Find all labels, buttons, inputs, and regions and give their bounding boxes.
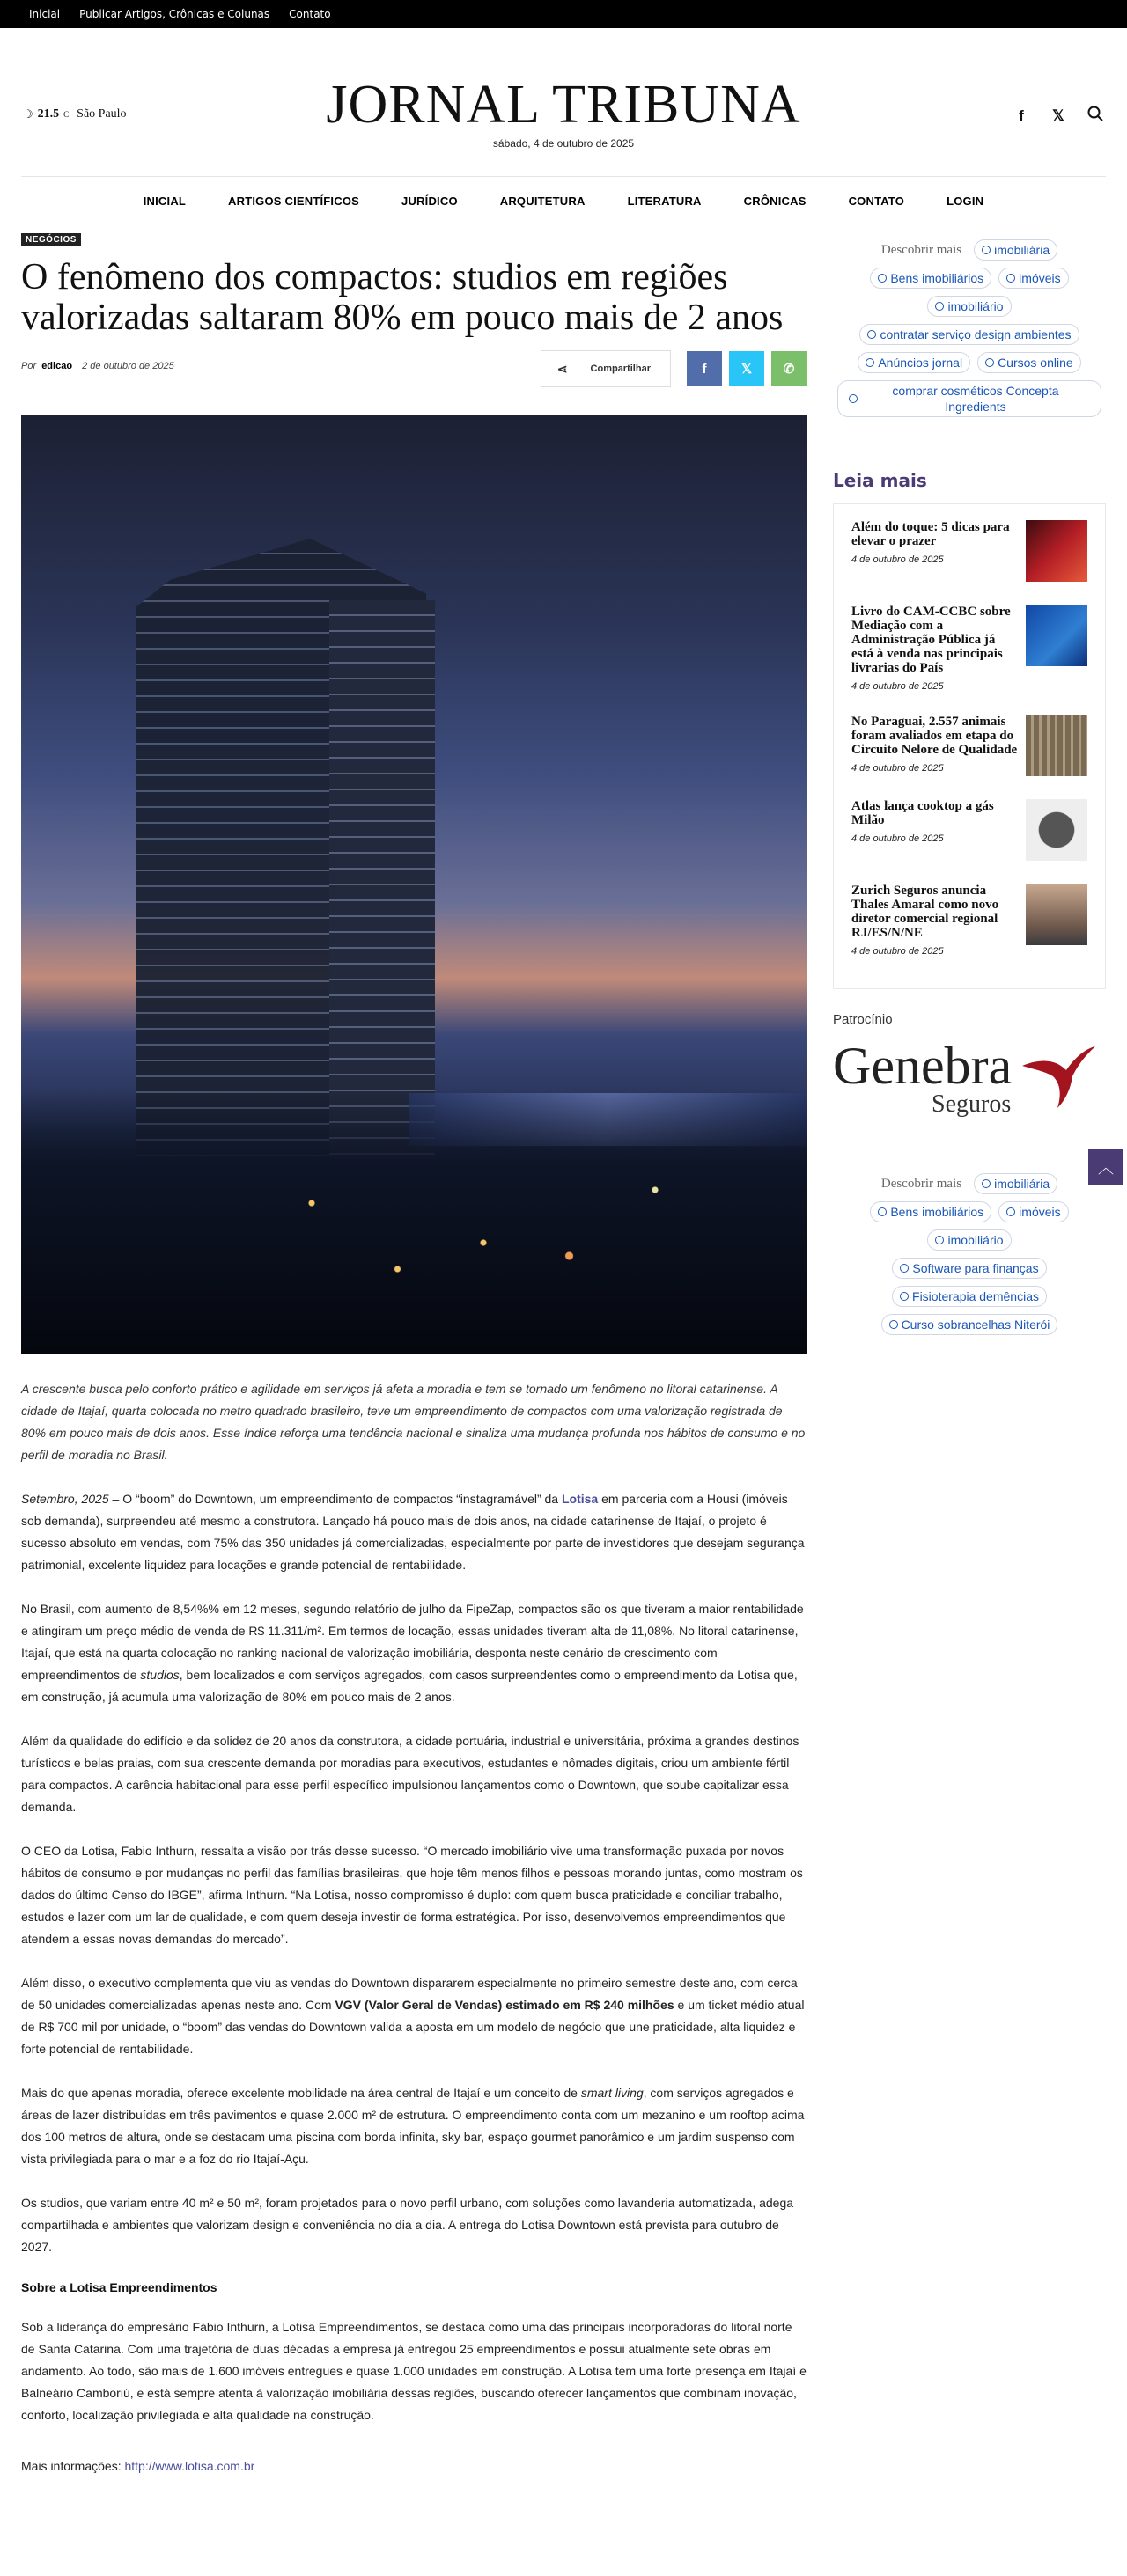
paragraph-3: Além da qualidade do edifício e da solidez de 20 anos da construtora, a cidade portuária, industrial e universitária, próxima a grandes destinos turísticos e belas praias, com sua crescente demanda por moradias para executivos, estudantes e nômades digitais, criou um ambiente fértil para compactos. A carência habitacional para esse perfil específico impulsionou lançamentos como o Downtown, que soube capitalizar essa demanda. bbox=[21, 1734, 799, 1814]
section-subhead: Sobre a Lotisa Empreendimentos bbox=[21, 2280, 217, 2294]
discover-chip[interactable] bbox=[998, 1201, 1068, 1222]
leia-item[interactable] bbox=[851, 520, 1087, 582]
leia-item-thumbnail[interactable] bbox=[1026, 884, 1087, 945]
discover2-row-1 bbox=[833, 1173, 1106, 1194]
p1-text-a: – O “boom” do Downtown, um empreendimento de compactos “instagramável” da bbox=[108, 1492, 562, 1506]
discover-more-block-1 bbox=[833, 231, 1106, 426]
chip-label: contratar serviço design ambientes bbox=[880, 327, 1072, 341]
discover-chip[interactable] bbox=[927, 1229, 1011, 1251]
discover-label: Descobrir mais bbox=[880, 242, 962, 257]
patrocinio-label: Patrocínio bbox=[833, 1012, 893, 1027]
leia-item-thumbnail[interactable] bbox=[1026, 520, 1087, 582]
author-link[interactable]: edicao bbox=[41, 361, 73, 371]
chip-label: Software para finanças bbox=[912, 1261, 1039, 1275]
lotisa-link[interactable]: Lotisa bbox=[561, 1492, 599, 1506]
chip-label: imobiliário bbox=[947, 299, 1004, 313]
discover2-row-3 bbox=[833, 1229, 1106, 1251]
top-bar bbox=[0, 0, 1127, 28]
article-meta-row bbox=[21, 350, 807, 394]
chip-label: comprar cosméticos Concepta Ingredients bbox=[892, 384, 1059, 414]
nav-literatura[interactable]: LITERATURA bbox=[627, 194, 702, 208]
weather-city: São Paulo bbox=[77, 107, 127, 121]
search-icon[interactable] bbox=[1086, 106, 1104, 126]
x-icon[interactable]: 𝕏 bbox=[1052, 106, 1064, 124]
p5-text-a: Além disso, o executivo complementa que viu as vendas do Downtown dispararem especialmente no primeiro semestre deste ano, com cerca de 50 unidades comercializadas apenas neste ano. Com bbox=[21, 1976, 798, 2012]
article-title: O fenômeno dos compactos: studios em regiões valorizadas saltaram 80% em pouco mais de 2 anos bbox=[21, 257, 784, 338]
chip-label: imobiliário bbox=[947, 1233, 1004, 1247]
p6-emphasis: smart living bbox=[580, 2086, 644, 2100]
chip-label: imobiliária bbox=[994, 243, 1050, 257]
more-info-label: Mais informações: bbox=[21, 2459, 125, 2473]
p5-text-b: e um ticket médio atual de R$ 700 mil por unidade, o “boom” das vendas do Downtown valida a aposta em um modelo de negócio que une praticidade, alta liquidez e forte potencial de rentabilidade. bbox=[21, 1998, 805, 2056]
p1-text-b: em parceria com a Housi (imóveis sob demanda), surpreendeu até mesmo a construtora. Lançado há pouco mais de dois anos, na cidade catarinense de Itajaí, o projeto é sucesso absoluto em vendas, com 75% das 350 unidades já comercializadas, especialmente por parte de investidores que desejam segurança patrimonial, excelente liquidez para locações e grande potencial de rentabilidade. bbox=[21, 1492, 805, 1572]
discover-chip[interactable] bbox=[870, 1201, 991, 1222]
by-label: Por bbox=[21, 361, 37, 371]
x-icon: 𝕏 bbox=[740, 362, 753, 377]
sidebar bbox=[833, 231, 1106, 1344]
leia-item-thumbnail[interactable] bbox=[1026, 799, 1087, 861]
discover-chip[interactable] bbox=[974, 1173, 1057, 1194]
p2-text-b: , bem localizados e com serviços agregados, com casos surpreendentes como o empreendimento da Lotisa que, em construção, já acumula uma valorização de 80% em pouco mais de 2 anos. bbox=[21, 1668, 798, 1704]
chip-label: Bens imobiliários bbox=[890, 1205, 984, 1219]
sponsor-name: Genebra bbox=[833, 1037, 1013, 1095]
discover-row-5 bbox=[833, 352, 1106, 373]
p5-bold: VGV (Valor Geral de Vendas) estimado em R$ 240 milhões bbox=[335, 1998, 674, 2012]
discover-label: Descobrir mais bbox=[880, 1176, 962, 1191]
leia-item-title[interactable]: Atlas lança cooktop a gás Milão bbox=[851, 799, 994, 827]
discover-chip[interactable] bbox=[892, 1258, 1046, 1279]
share-bar bbox=[541, 350, 807, 387]
leia-item[interactable] bbox=[851, 799, 1087, 861]
chip-label: imobiliária bbox=[994, 1177, 1050, 1191]
chip-label: imóveis bbox=[1019, 1205, 1061, 1219]
leia-item-title[interactable]: No Paraguai, 2.557 animais foram avaliados em etapa do Circuito Nelore de Qualidade bbox=[851, 715, 1018, 757]
paragraph-8: Sob a liderança do empresário Fábio Inthurn, a Lotisa Empreendimentos, se destaca como uma das principais incorporadoras do litoral norte de Santa Catarina. Com uma trajetória de duas décadas a empresa já entregou 25 empreendimentos e possui atualmente sete obras em andamento. Ao todo, são mais de 1.600 imóveis entregues e quase 1.000 unidades em construção. A Lotisa tem uma forte presença em Itajaí e Balneário Camboriú, e está sempre atenta à valorização imobiliária dessas regiões, buscando oferecer lançamentos que combinam inovação, conforto, localização privilegiada e alta qualidade na construção. bbox=[21, 2320, 807, 2422]
paragraph-1 bbox=[21, 1488, 807, 1576]
discover2-row-2 bbox=[833, 1201, 1106, 1222]
leia-item-text bbox=[851, 799, 1019, 861]
discover-chip[interactable] bbox=[974, 239, 1057, 261]
discover-row-6 bbox=[833, 380, 1106, 417]
nav-arquitetura[interactable]: ARQUITETURA bbox=[499, 194, 586, 208]
sponsor-logo[interactable] bbox=[833, 1039, 1106, 1124]
nav-cronicas[interactable]: CRÔNICAS bbox=[743, 194, 807, 208]
discover-icon bbox=[982, 246, 991, 254]
chip-label: Fisioterapia demências bbox=[912, 1289, 1039, 1303]
main-nav bbox=[21, 176, 1106, 225]
discover-chip[interactable] bbox=[859, 324, 1079, 345]
article-meta bbox=[21, 361, 174, 371]
article-date: 2 de outubro de 2025 bbox=[82, 361, 174, 371]
leia-item-thumbnail[interactable] bbox=[1026, 605, 1087, 666]
hero-image bbox=[21, 415, 807, 1354]
discover-chip[interactable] bbox=[977, 352, 1081, 373]
p6-text-a: Mais do que apenas moradia, oferece excelente mobilidade na área central de Itajaí e um conceito de bbox=[21, 2086, 581, 2100]
facebook-icon[interactable]: f bbox=[1019, 106, 1024, 124]
leia-item-text bbox=[851, 520, 1019, 582]
topbar-link-publicar[interactable]: Publicar Artigos, Crônicas e Colunas bbox=[79, 8, 270, 20]
paragraph-7: Os studios, que variam entre 40 m² e 50 m², foram projetados para o novo perfil urbano, com soluções como lavanderia automatizada, adega compartilhada e ambientes que valorizam design e conveniência no dia a dia. A entrega do Lotisa Downtown está prevista para outubro de 2027. bbox=[21, 2196, 794, 2254]
discover-chip[interactable] bbox=[927, 296, 1011, 317]
share-icon: ⋖ bbox=[556, 361, 568, 376]
chevron-up-icon: ︿ bbox=[1098, 1159, 1114, 1177]
chip-label: Anúncios jornal bbox=[878, 356, 963, 370]
leia-item-date: 4 de outubro de 2025 bbox=[851, 681, 944, 692]
header-date: sábado, 4 de outubro de 2025 bbox=[492, 137, 635, 150]
discover2-row-4 bbox=[833, 1258, 1106, 1279]
p6-text-b: , com serviços agregados e áreas de lazer distribuídas em três pavimentos e quase 2.000 m² de estrutura. O empreendimento conta com um mezanino e um rooftop acima dos 100 metros de altura, onde se destacam uma piscina com borda infinita, sky bar, espaço gourmet panorâmico e um jardim suspenso com vista privilegiada para o mar e a foz do rio Itajaí-Açu. bbox=[21, 2086, 805, 2166]
p1-date: Setembro, 2025 bbox=[21, 1492, 109, 1506]
discover-chip[interactable] bbox=[881, 1314, 1058, 1335]
article bbox=[21, 231, 807, 2473]
facebook-icon: f bbox=[702, 361, 707, 377]
discover-icon bbox=[982, 1179, 991, 1188]
nav-inicial[interactable]: INICIAL bbox=[143, 194, 187, 208]
discover-row-2 bbox=[833, 268, 1106, 289]
discover-icon bbox=[878, 274, 887, 283]
p2-text-a: No Brasil, com aumento de 8,54%% em 12 meses, segundo relatório de julho da FipeZap, compactos são os que tiveram a maior rentabilidade e atingiram um preço médio de venda de R$ 11.311/m². Em termos de locação, essas unidades tiveram alta de 11,08%. No litoral catarinense, Itajaí, que está na quarta colocação no ranking nacional de valorização imobiliária, desponta neste cenário de crescimento com empreendimentos de bbox=[21, 1602, 804, 1682]
leia-item-title[interactable]: Zurich Seguros anuncia Thales Amaral como novo diretor comercial regional RJ/ES/N/NE bbox=[851, 884, 999, 940]
weather-unit: C bbox=[63, 110, 70, 119]
leia-item-thumbnail[interactable] bbox=[1026, 715, 1087, 776]
chip-label: Curso sobrancelhas Niterói bbox=[901, 1317, 1050, 1332]
discover-more-block-2 bbox=[833, 1164, 1106, 1344]
share-button[interactable] bbox=[541, 350, 671, 387]
discover-chip[interactable] bbox=[892, 1286, 1047, 1307]
leia-item[interactable] bbox=[851, 715, 1087, 776]
topbar-link-inicial[interactable]: Inicial bbox=[29, 8, 61, 20]
more-info-link[interactable]: http://www.lotisa.com.br bbox=[124, 2459, 255, 2473]
site-logo[interactable]: JORNAL TRIBUNA bbox=[326, 75, 801, 135]
category-tag[interactable]: NEGÓCIOS bbox=[21, 233, 81, 246]
sponsor-sub: Seguros bbox=[932, 1090, 1012, 1118]
paragraph-4: O CEO da Lotisa, Fabio Inthurn, ressalta a visão por trás desse sucesso. “O mercado imobiliário vive uma transformação puxada por novos hábitos de consumo e por mudanças no perfil das famílias brasileiras, que hoje têm menos filhos e pessoas morando juntas, como mostram os dados do último Censo do IBGE”, afirma Inthurn. “Na Lotisa, nosso compromisso é duplo: com quem busca praticidade e conciliar trabalho, estudos e lazer com um lar de qualidade, e com quem deseja investir de forma estratégica. Por isso, desenvolvemos empreendimentos que atendem a essas novas demandas do mercado”. bbox=[21, 1844, 803, 1946]
discover-icon bbox=[1006, 274, 1015, 283]
share-x-button[interactable] bbox=[729, 351, 764, 386]
more-info bbox=[21, 2459, 807, 2473]
share-label: Compartilhar bbox=[590, 363, 651, 374]
discover-icon bbox=[900, 1292, 909, 1301]
discover-row-1 bbox=[833, 239, 1106, 261]
leia-item-title[interactable]: Livro do CAM-CCBC sobre Mediação com a Administração Pública já está à venda nas principais livrarias do País bbox=[851, 605, 1011, 675]
scroll-to-top-button[interactable] bbox=[1088, 1149, 1123, 1185]
article-caption: A crescente busca pelo conforto prático e agilidade em serviços já afeta a moradia e tem se tornado um fenômeno no litoral catarinense. A cidade de Itajaí, quarta colocada no metro quadrado brasileiro, teve um empreendimento de compactos com uma valorização registrada de 80% em pouco mais de dois anos. Esse índice reforça uma tendência nacional e sinaliza uma mudança profunda nos hábitos de consumo e no perfil de moradia no Brasil. bbox=[21, 1382, 806, 1462]
chip-label: Cursos online bbox=[998, 356, 1073, 370]
discover-icon bbox=[866, 358, 874, 367]
paragraph-5 bbox=[21, 1972, 807, 2060]
leia-item[interactable] bbox=[851, 884, 1087, 957]
leia-item-title[interactable]: Além do toque: 5 dicas para elevar o prazer bbox=[851, 520, 1010, 548]
discover2-row-5 bbox=[833, 1286, 1106, 1307]
leia-item[interactable] bbox=[851, 605, 1087, 692]
share-whatsapp-button[interactable] bbox=[771, 351, 807, 386]
leia-mais-list bbox=[833, 503, 1106, 989]
discover-chip[interactable] bbox=[858, 352, 970, 373]
discover2-row-6 bbox=[833, 1314, 1106, 1335]
discover-icon bbox=[849, 394, 858, 403]
moon-icon: ☽ bbox=[23, 107, 33, 121]
chip-label: Bens imobiliários bbox=[890, 271, 984, 285]
leia-item-text bbox=[851, 715, 1019, 776]
leia-item-date: 4 de outubro de 2025 bbox=[851, 763, 944, 774]
leia-mais-title: Leia mais bbox=[833, 470, 927, 491]
nav-login[interactable]: LOGIN bbox=[947, 194, 984, 208]
leia-item-text bbox=[851, 605, 1019, 692]
discover-icon bbox=[889, 1320, 898, 1329]
discover-icon bbox=[900, 1264, 909, 1273]
nav-juridico[interactable]: JURÍDICO bbox=[401, 194, 458, 208]
weather-temperature: 21.5 bbox=[37, 107, 60, 121]
sponsor-bird-icon bbox=[1018, 1039, 1097, 1110]
discover-icon bbox=[878, 1207, 887, 1216]
discover-icon bbox=[1006, 1207, 1015, 1216]
header-social bbox=[1013, 106, 1104, 126]
nav-artigos[interactable]: ARTIGOS CIENTÍFICOS bbox=[228, 194, 360, 208]
discover-icon bbox=[935, 302, 944, 311]
discover-row-3 bbox=[833, 296, 1106, 317]
chip-label: imóveis bbox=[1019, 271, 1061, 285]
whatsapp-icon: ✆ bbox=[783, 362, 795, 377]
leia-item-date: 4 de outubro de 2025 bbox=[851, 946, 944, 957]
discover-icon bbox=[985, 358, 994, 367]
p2-emphasis: studios bbox=[140, 1668, 180, 1682]
nav-contato[interactable]: CONTATO bbox=[848, 194, 905, 208]
discover-chip[interactable] bbox=[998, 268, 1068, 289]
discover-row-4 bbox=[833, 324, 1106, 345]
discover-chip[interactable] bbox=[870, 268, 991, 289]
leia-item-date: 4 de outubro de 2025 bbox=[851, 554, 944, 565]
topbar-link-contato[interactable]: Contato bbox=[289, 8, 331, 20]
discover-chip[interactable] bbox=[837, 380, 1101, 417]
city-lights bbox=[197, 1163, 770, 1295]
share-facebook-button[interactable] bbox=[687, 351, 722, 386]
discover-icon bbox=[935, 1236, 944, 1244]
leia-item-text bbox=[851, 884, 1019, 957]
paragraph-6 bbox=[21, 2082, 807, 2170]
discover-icon bbox=[867, 330, 876, 339]
paragraph-2 bbox=[21, 1598, 807, 1708]
leia-item-date: 4 de outubro de 2025 bbox=[851, 833, 944, 844]
site-header bbox=[0, 28, 1127, 148]
